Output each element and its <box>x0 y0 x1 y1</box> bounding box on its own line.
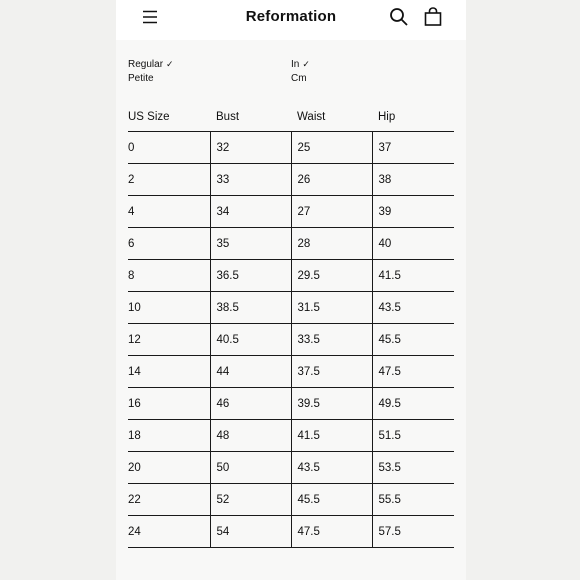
unit-option-label: Cm <box>291 73 307 84</box>
cell-hip: 41.5 <box>372 260 454 292</box>
fit-option-label: Petite <box>128 73 154 84</box>
cell-bust: 52 <box>210 484 291 516</box>
cell-hip: 40 <box>372 228 454 260</box>
cell-hip: 47.5 <box>372 356 454 388</box>
cell-us-size: 6 <box>128 228 210 260</box>
cell-us-size: 12 <box>128 324 210 356</box>
cell-bust: 54 <box>210 516 291 548</box>
cell-waist: 25 <box>291 132 372 164</box>
cell-us-size: 4 <box>128 196 210 228</box>
table-row <box>128 420 454 452</box>
column-header-hip: Hip <box>372 102 454 132</box>
cell-waist: 41.5 <box>291 420 372 452</box>
table-row <box>128 452 454 484</box>
cell-waist: 29.5 <box>291 260 372 292</box>
table-row <box>128 356 454 388</box>
brand-logo[interactable]: Reformation <box>245 8 337 25</box>
table-row <box>128 196 454 228</box>
cell-us-size: 2 <box>128 164 210 196</box>
cell-bust: 33 <box>210 164 291 196</box>
cell-bust: 35 <box>210 228 291 260</box>
cell-hip: 43.5 <box>372 292 454 324</box>
cell-waist: 27 <box>291 196 372 228</box>
table-row <box>128 388 454 420</box>
fit-option-regular[interactable] <box>128 58 174 71</box>
cell-bust: 46 <box>210 388 291 420</box>
cell-hip: 37 <box>372 132 454 164</box>
cell-hip: 57.5 <box>372 516 454 548</box>
cell-bust: 48 <box>210 420 291 452</box>
fit-option-label: Regular <box>128 59 164 70</box>
table-row <box>128 164 454 196</box>
cell-bust: 36.5 <box>210 260 291 292</box>
table-row <box>128 516 454 548</box>
cell-us-size: 10 <box>128 292 210 324</box>
cell-waist: 43.5 <box>291 452 372 484</box>
cell-us-size: 14 <box>128 356 210 388</box>
cell-us-size: 22 <box>128 484 210 516</box>
cell-waist: 47.5 <box>291 516 372 548</box>
shopping-bag-icon[interactable] <box>423 7 443 27</box>
cell-hip: 45.5 <box>372 324 454 356</box>
column-header-waist: Waist <box>291 102 372 132</box>
mobile-screen <box>116 0 466 580</box>
cell-us-size: 18 <box>128 420 210 452</box>
cell-bust: 40.5 <box>210 324 291 356</box>
cell-waist: 33.5 <box>291 324 372 356</box>
checkmark-icon: ✓ <box>302 59 310 69</box>
site-header <box>116 0 466 40</box>
cell-hip: 53.5 <box>372 452 454 484</box>
cell-waist: 31.5 <box>291 292 372 324</box>
table-row <box>128 292 454 324</box>
fit-option-petite[interactable] <box>128 73 154 85</box>
cell-waist: 39.5 <box>291 388 372 420</box>
cell-bust: 34 <box>210 196 291 228</box>
cell-waist: 45.5 <box>291 484 372 516</box>
cell-us-size: 8 <box>128 260 210 292</box>
table-row <box>128 324 454 356</box>
checkmark-icon: ✓ <box>166 59 174 69</box>
unit-option-label: In <box>291 59 300 70</box>
size-chart-table <box>128 102 454 548</box>
unit-option-in[interactable] <box>291 58 310 71</box>
cell-us-size: 20 <box>128 452 210 484</box>
cell-waist: 28 <box>291 228 372 260</box>
cell-hip: 38 <box>372 164 454 196</box>
cell-hip: 49.5 <box>372 388 454 420</box>
column-header-bust: Bust <box>210 102 291 132</box>
table-row <box>128 484 454 516</box>
search-icon[interactable] <box>389 7 409 27</box>
cell-bust: 38.5 <box>210 292 291 324</box>
cell-us-size: 0 <box>128 132 210 164</box>
table-header-row <box>128 102 454 132</box>
cell-bust: 44 <box>210 356 291 388</box>
column-header-us-size: US Size <box>128 102 210 132</box>
cell-us-size: 24 <box>128 516 210 548</box>
cell-bust: 32 <box>210 132 291 164</box>
cell-hip: 51.5 <box>372 420 454 452</box>
table-row <box>128 228 454 260</box>
cell-waist: 26 <box>291 164 372 196</box>
cell-us-size: 16 <box>128 388 210 420</box>
cell-hip: 39 <box>372 196 454 228</box>
cell-bust: 50 <box>210 452 291 484</box>
table-row <box>128 132 454 164</box>
cell-hip: 55.5 <box>372 484 454 516</box>
table-row <box>128 260 454 292</box>
unit-option-cm[interactable] <box>291 73 307 85</box>
cell-waist: 37.5 <box>291 356 372 388</box>
size-chart-section <box>116 40 466 580</box>
